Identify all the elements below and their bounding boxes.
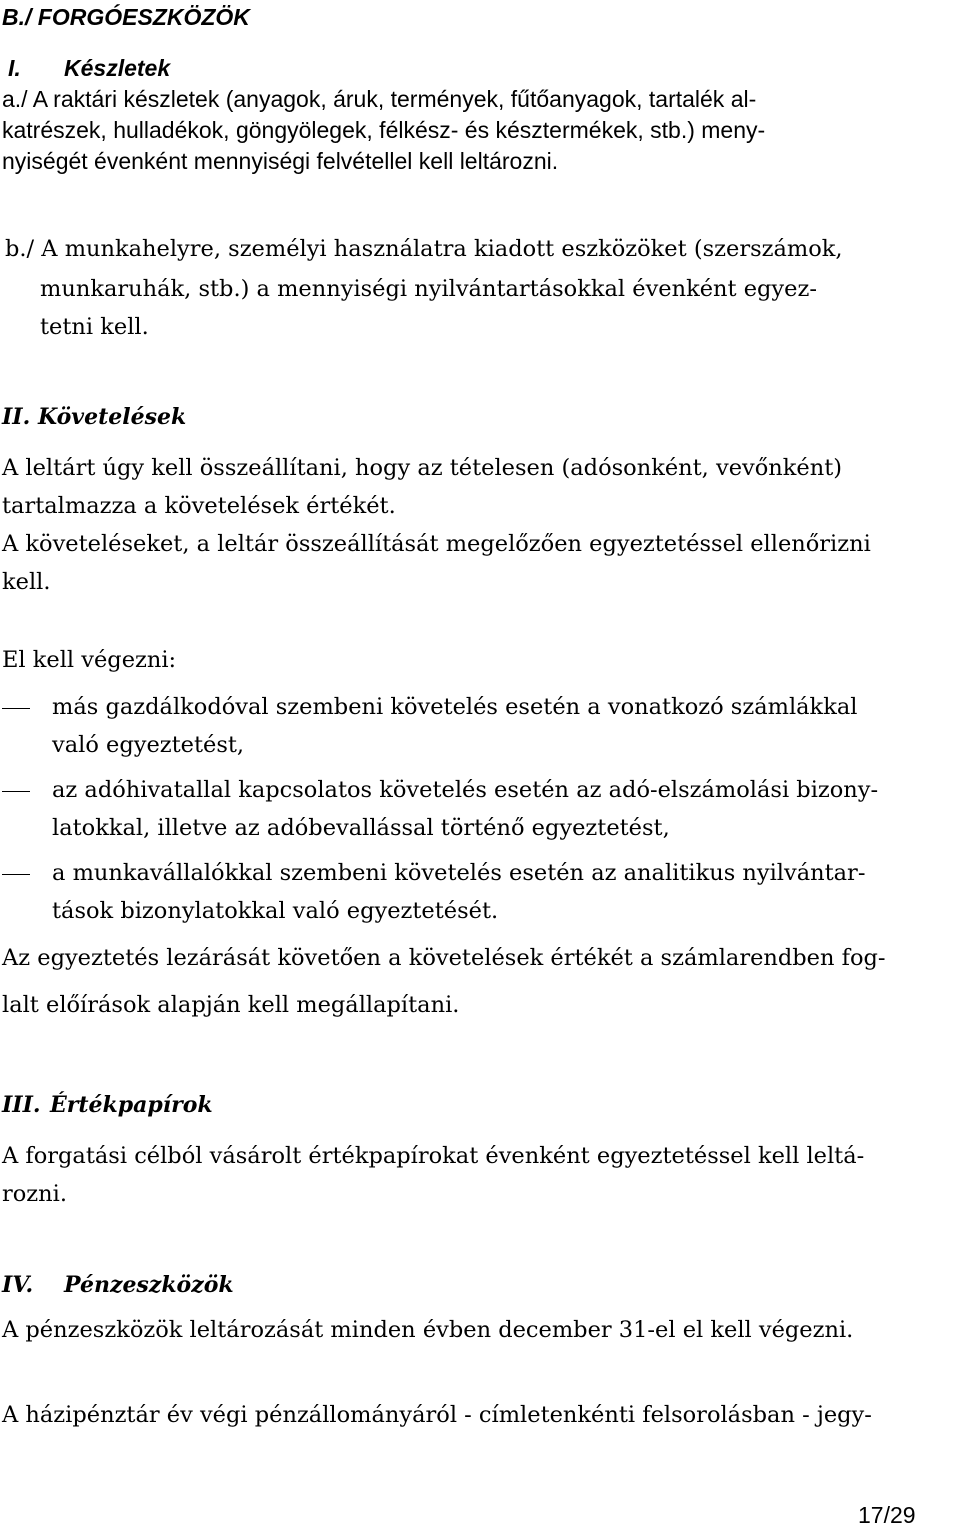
- bullet-2-line-1: az adóhivatallal kapcsolatos követelés esetén az adó-elszámolási bizony-: [52, 777, 879, 803]
- heading-keszletek: Készletek: [64, 55, 171, 81]
- bullet-1-line-2: való egyeztetést,: [52, 732, 245, 758]
- heading-ertekpapirok: Értékpapírok: [50, 1092, 213, 1118]
- heading-ertekpapirok-number: III.: [2, 1092, 41, 1118]
- keszletek-a-line-3: nyiségét évenként mennyiségi felvétellel kell leltározni.: [2, 148, 559, 174]
- penzeszkozok-p2: A házipénztár év végi pénzállományáról - címletenkénti felsorolásban - jegy-: [2, 1402, 872, 1428]
- heading-kovetelesek-number: II.: [2, 404, 31, 430]
- keszletek-b-line-2: munkaruhák, stb.) a mennyiségi nyilvántartásokkal évenként egyez-: [40, 276, 817, 302]
- keszletek-a-line-1: a./ A raktári készletek (anyagok, áruk, termények, fűtőanyagok, tartalék al-: [2, 86, 757, 112]
- section-title: B./ FORGÓESZKÖZÖK: [2, 4, 250, 30]
- dash-bullet-icon: [2, 708, 30, 709]
- heading-keszletek-number: I.: [8, 55, 21, 81]
- keszletek-b-line-1: b./ A munkahelyre, személyi használatra kiadott eszközöket (szerszámok,: [5, 236, 843, 262]
- keszletek-a-line-2: katrészek, hulladékok, göngyölegek, félkész- és késztermékek, stb.) meny-: [2, 117, 766, 143]
- heading-kovetelesek: Követelések: [38, 404, 187, 430]
- kovetelesek-p1-line-1: A leltárt úgy kell összeállítani, hogy az tételesen (adósonként, vevőnként): [2, 455, 843, 481]
- page-number: 17/29: [858, 1502, 916, 1528]
- ertekpapirok-line-2: rozni.: [2, 1181, 67, 1207]
- bullet-1-line-1: más gazdálkodóval szembeni követelés esetén a vonatkozó számlákkal: [52, 694, 858, 720]
- dash-bullet-icon: [2, 791, 30, 792]
- kovetelesek-closing-line-1: Az egyeztetés lezárását követően a követelések értékét a számlarendben fog-: [2, 945, 886, 971]
- heading-penzeszkozok-number: IV.: [2, 1272, 34, 1298]
- kovetelesek-intro: El kell végezni:: [2, 647, 177, 673]
- ertekpapirok-line-1: A forgatási célból vásárolt értékpapírokat évenként egyeztetéssel kell leltá-: [2, 1143, 865, 1169]
- penzeszkozok-p1: A pénzeszközök leltározását minden évben december 31-el el kell végezni.: [2, 1317, 854, 1343]
- bullet-3-line-1: a munkavállalókkal szembeni követelés esetén az analitikus nyilvántar-: [52, 860, 866, 886]
- dash-bullet-icon: [2, 874, 30, 875]
- kovetelesek-p1-line-2: tartalmazza a követelések értékét.: [2, 493, 396, 519]
- bullet-3-line-2: tások bizonylatokkal való egyeztetését.: [52, 898, 499, 924]
- bullet-2-line-2: latokkal, illetve az adóbevallással történő egyeztetést,: [52, 815, 670, 841]
- keszletek-b-line-3: tetni kell.: [40, 314, 149, 340]
- kovetelesek-closing-line-2: lalt előírások alapján kell megállapítani.: [2, 992, 460, 1018]
- kovetelesek-p2-line-1: A követeléseket, a leltár összeállítását megelőzően egyeztetéssel ellenőrizni: [2, 531, 871, 557]
- heading-penzeszkozok: Pénzeszközök: [64, 1272, 234, 1298]
- kovetelesek-p2-line-2: kell.: [2, 569, 51, 595]
